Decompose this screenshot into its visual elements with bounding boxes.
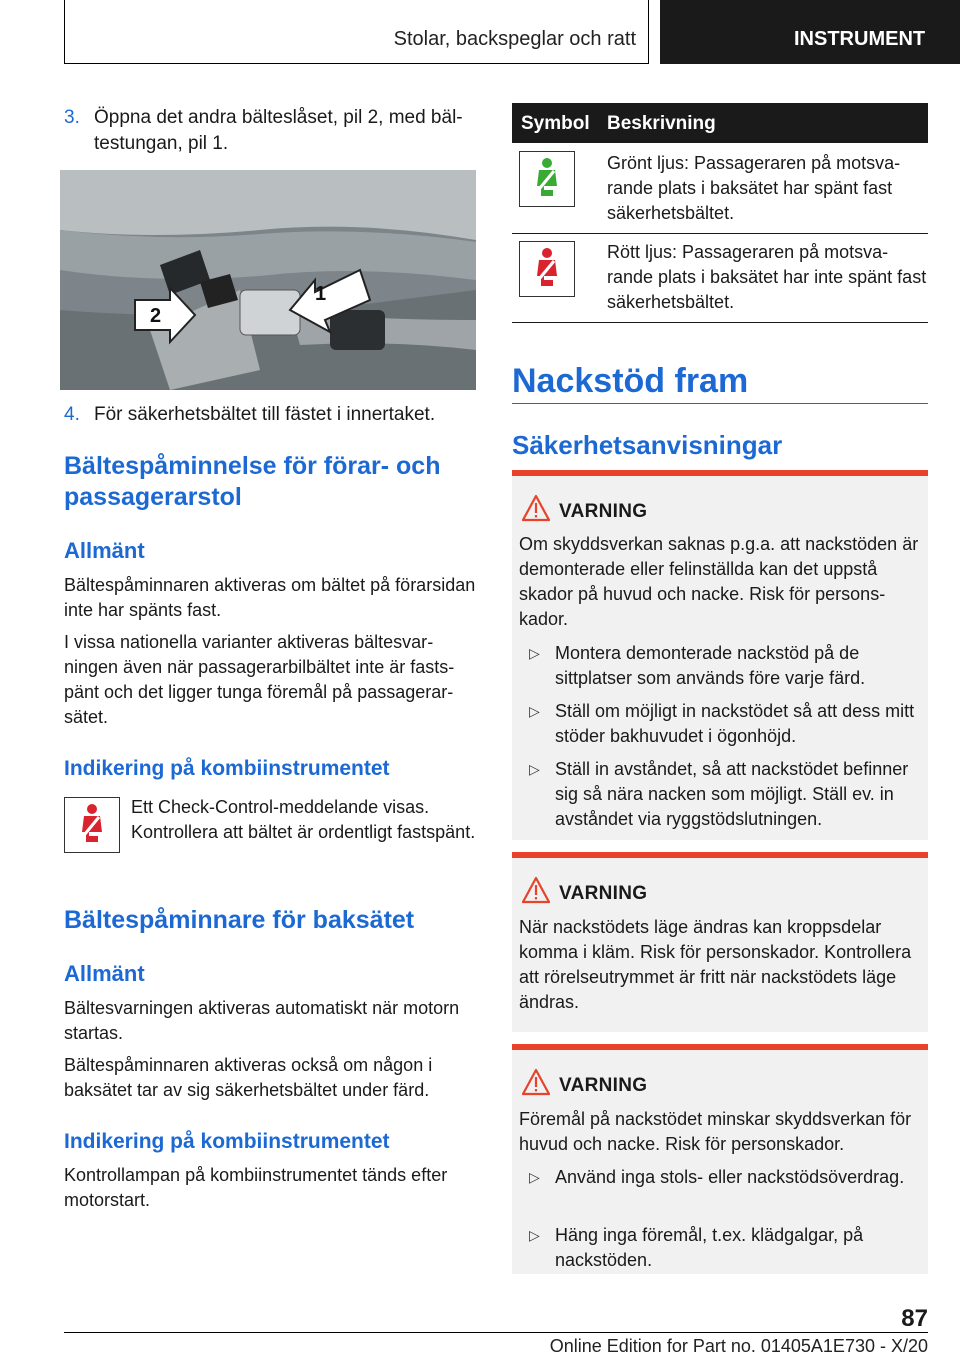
step-number: 4. bbox=[64, 404, 80, 425]
heading-front-seatbelt-reminder: Bältespåminnelse för förar- och passagerarstol bbox=[64, 452, 441, 511]
step-text: Öppna det andra bälteslåset, pil 2, med bältestungan, pil 1. bbox=[94, 107, 463, 154]
footer-edition: Online Edition for Part no. 01405A1E730 - X/20 bbox=[549, 1336, 928, 1356]
list-item-text: Häng inga föremål, t.ex. klädgalgar, på nackstöden. bbox=[555, 1225, 864, 1270]
header-chapter-tab: INSTRUMENT bbox=[660, 0, 960, 64]
footer-rule bbox=[64, 1332, 928, 1333]
warning-title: VARNING bbox=[559, 501, 648, 522]
header-section-title: Stolar, backspeglar och ratt bbox=[393, 28, 636, 50]
paragraph-front-2: I vissa nationella varianter aktiveras bältesvarningen även när passagerarbilbältet inte är fastspänt och det ligger tunga föremål på passagerarsätet. bbox=[64, 632, 455, 727]
arrow-1-label: 1 bbox=[315, 283, 327, 305]
warning-triangle-icon bbox=[521, 494, 551, 522]
table-header bbox=[512, 103, 928, 143]
warning-text: Om skyddsverkan saknas p.g.a. att nackstöden är demonterade eller felinställda kan det uppstå skador på huvud och nacke. Risk för personskador. bbox=[519, 534, 919, 629]
paragraph-rear-2: Bältespåminnaren aktiveras också om någon i baksätet tar av sig säkerhetsbältet under färd. bbox=[64, 1055, 433, 1100]
arrow-2-label: 2 bbox=[150, 305, 162, 327]
table-cell-description: Rött ljus: Passageraren på motsvarande plats i baksätet har inte spänt fast säkerhetsbältet. bbox=[607, 242, 927, 312]
paragraph-front-1: Bältespåminnaren aktiveras om bältet på förarsidan inte har spänts fast. bbox=[64, 575, 476, 620]
seatbelt-green-icon bbox=[519, 151, 575, 207]
indication-rear-text: Kontrollampan på kombiinstrumentet tänds efter motorstart. bbox=[64, 1165, 448, 1210]
bullet-triangle-icon: ▷ bbox=[529, 1227, 540, 1243]
warning-text: Föremål på nackstödet minskar skyddsverkan för huvud och nacke. Risk för personskador. bbox=[519, 1109, 912, 1154]
indication-front-text: Ett Check-Control-meddelande visas. Kontrollera att bältet är ordentligt fastspänt. bbox=[131, 797, 476, 842]
heading-general-front: Allmänt bbox=[64, 538, 145, 563]
warning-triangle-icon bbox=[521, 876, 551, 904]
heading-safety-notes: Säkerhetsanvisningar bbox=[512, 430, 783, 460]
table-row bbox=[512, 143, 928, 234]
step-number: 3. bbox=[64, 107, 80, 128]
heading-general-rear: Allmänt bbox=[64, 961, 145, 986]
heading-rear-seatbelt-reminder: Bältespåminnare för baksätet bbox=[64, 906, 415, 934]
step-4 bbox=[64, 402, 474, 428]
warning-text: När nackstödets läge ändras kan kroppsdelar komma i kläm. Risk för personskador. Kontrollera att rörelseutrymmet är fritt när nackstödets läge ändras. bbox=[519, 917, 912, 1012]
table-row bbox=[512, 234, 928, 323]
bullet-triangle-icon: ▷ bbox=[529, 1169, 540, 1185]
header-bottom-rule bbox=[64, 63, 648, 64]
warning-triangle-icon bbox=[521, 1068, 551, 1096]
column-symbol: Symbol bbox=[521, 113, 590, 134]
list-item-text: Montera demonterade nackstöd på de sittplatser som används före varje färd. bbox=[555, 643, 866, 688]
seatbelt-red-icon bbox=[519, 241, 575, 297]
table-cell-description: Grönt ljus: Passageraren på motsvarande plats i baksätet har spänt fast säkerhetsbältet. bbox=[607, 153, 901, 223]
warning-box-2 bbox=[512, 852, 928, 1032]
heading-indication-front: Indikering på kombiinstrumentet bbox=[64, 757, 390, 780]
warning-box-1 bbox=[512, 470, 928, 840]
heading-indication-rear: Indikering på kombiinstrumentet bbox=[64, 1130, 390, 1153]
heading-rule bbox=[512, 403, 928, 404]
heading-front-headrest: Nackstöd fram bbox=[512, 362, 749, 400]
seatbelt-warning-icon bbox=[64, 797, 120, 853]
page-number: 87 bbox=[901, 1305, 928, 1332]
step-text: För säkerhetsbältet till fästet i innertaket. bbox=[94, 404, 436, 425]
buckle-illustration bbox=[60, 170, 476, 390]
bullet-triangle-icon: ▷ bbox=[529, 703, 540, 719]
column-description: Beskrivning bbox=[607, 113, 716, 134]
warning-title: VARNING bbox=[559, 1075, 648, 1096]
bullet-triangle-icon: ▷ bbox=[529, 761, 540, 777]
header-divider bbox=[648, 0, 649, 64]
list-item-text: Använd inga stols- eller nackstödsöverdrag. bbox=[555, 1167, 905, 1187]
paragraph-rear-1: Bältesvarningen aktiveras automatiskt när motorn startas. bbox=[64, 998, 460, 1043]
list-item-text: Ställ in avståndet, så att nackstödet befinner sig så nära nacken som möjligt. Ställ ev. in avståndet via ryggstödslutningen. bbox=[555, 759, 909, 829]
warning-box-3 bbox=[512, 1044, 928, 1274]
seatbelt-buckle-photo bbox=[60, 170, 476, 390]
bullet-triangle-icon: ▷ bbox=[529, 645, 540, 661]
step-3 bbox=[64, 105, 474, 157]
warning-title: VARNING bbox=[559, 883, 648, 904]
list-item-text: Ställ om möjligt in nackstödet så att dess mitt stöder bakhuvudet i ögonhöjd. bbox=[555, 701, 915, 746]
